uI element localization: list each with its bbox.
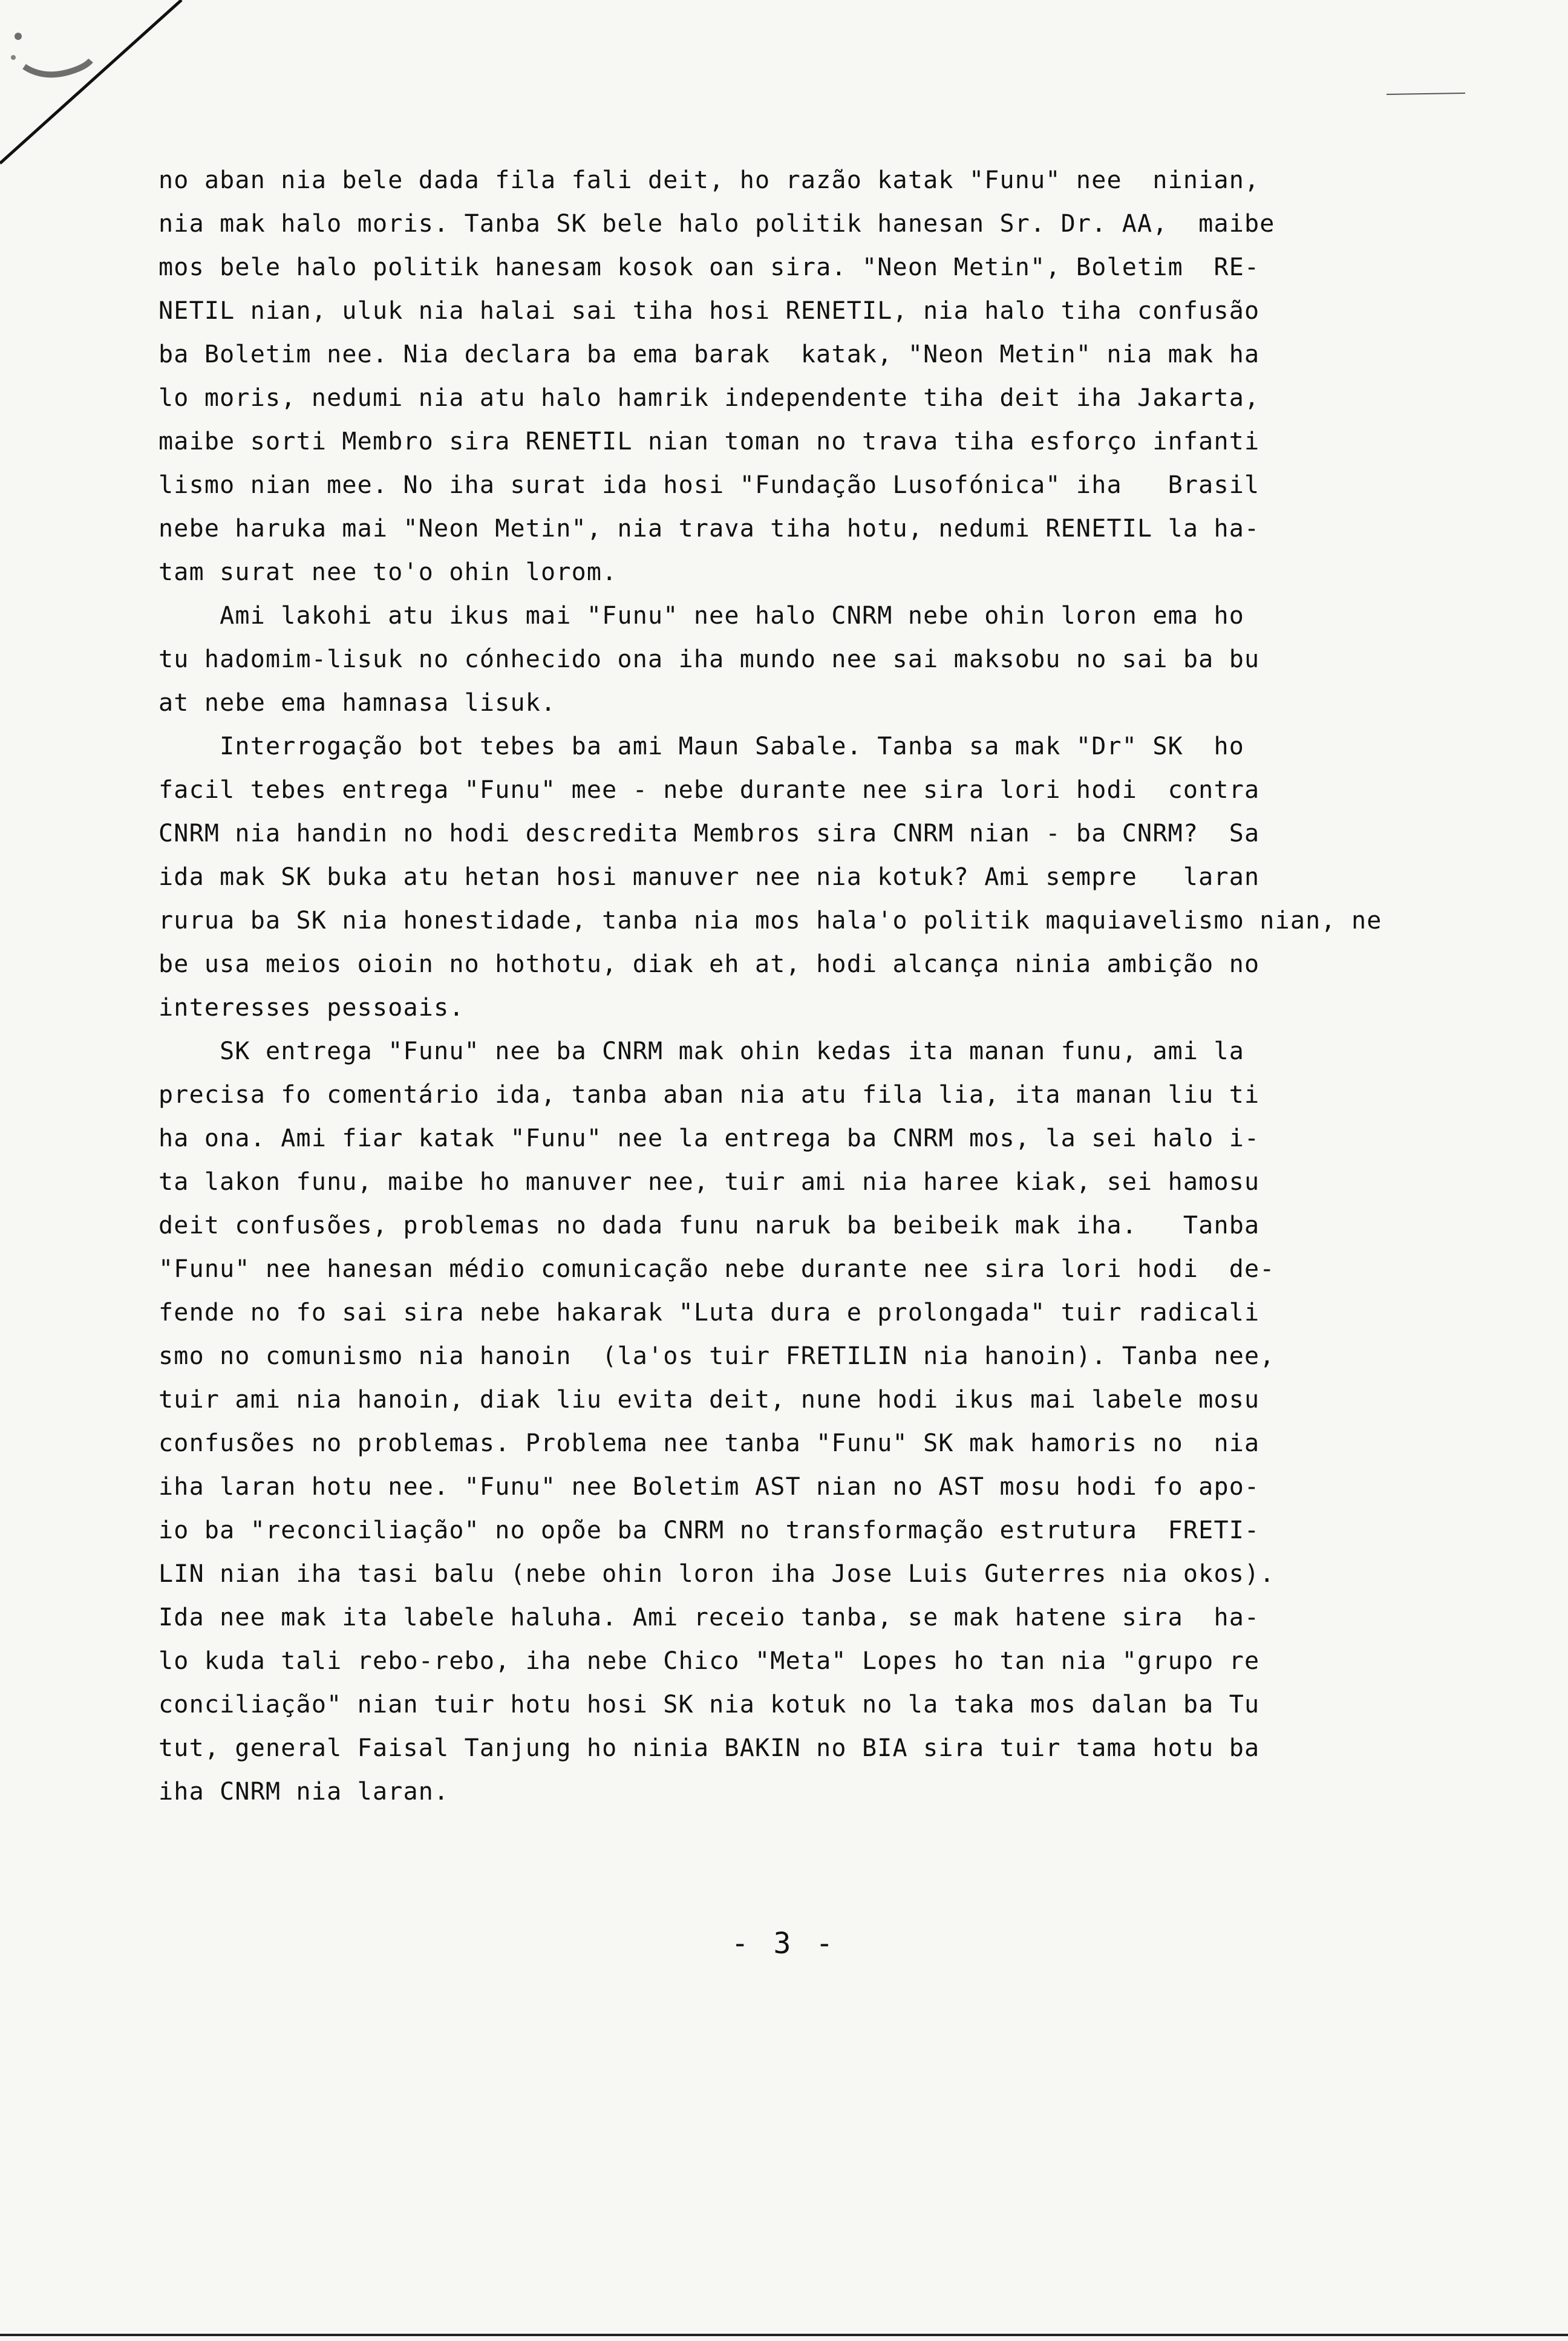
text-line: "Funu" nee hanesan médio comunicação nebe durante nee sira lori hodi de- (158, 1255, 1275, 1283)
text-line: ba Boletim nee. Nia declara ba ema barak katak, "Neon Metin" nia mak ha (158, 341, 1260, 368)
text-line: no aban nia bele dada fila fali deit, ho razão katak "Funu" nee ninian, (158, 166, 1260, 194)
bottom-edge-line (0, 2334, 1568, 2336)
text-line: maibe sorti Membro sira RENETIL nian toman no trava tiha esforço infanti (158, 428, 1260, 455)
text-line: Ida nee mak ita labele haluha. Ami receio tanba, se mak hatene sira ha- (158, 1604, 1260, 1631)
text-line: ha ona. Ami fiar katak "Funu" nee la entrega ba CNRM mos, la sei halo i- (158, 1125, 1260, 1152)
text-line: confusões no problemas. Problema nee tanba "Funu" SK mak hamoris no nia (158, 1429, 1260, 1457)
text-line: rurua ba SK nia honestidade, tanba nia mos hala'o politik maquiavelismo nian, ne (158, 907, 1382, 935)
text-line: interesses pessoais. (158, 994, 465, 1022)
text-line: lo kuda tali rebo-rebo, iha nebe Chico "Meta" Lopes ho tan nia "grupo re (158, 1647, 1260, 1675)
text-line: nia mak halo moris. Tanba SK bele halo politik hanesan Sr. Dr. AA, maibe (158, 210, 1275, 238)
text-line: lismo nian mee. No iha surat ida hosi "Fundação Lusofónica" iha Brasil (158, 471, 1260, 499)
text-line: ta lakon funu, maibe ho manuver nee, tuir ami nia haree kiak, sei hamosu (158, 1168, 1260, 1196)
text-line: Ami lakohi atu ikus mai "Funu" nee halo CNRM nebe ohin loron ema ho (158, 602, 1245, 630)
paragraph-4 (158, 1030, 1429, 1814)
text-line: be usa meios oioin no hothotu, diak eh at, hodi alcança ninia ambição no (158, 950, 1260, 978)
text-line: iha CNRM nia laran. (158, 1778, 449, 1806)
margin-mark (1387, 91, 1465, 98)
paragraph-3 (158, 725, 1429, 1030)
text-line: CNRM nia handin no hodi descredita Membros sira CNRM nian - ba CNRM? Sa (158, 820, 1260, 847)
text-line: tuir ami nia hanoin, diak liu evita deit, nune hodi ikus mai labele mosu (158, 1386, 1260, 1414)
text-line: at nebe ema hamnasa lisuk. (158, 689, 557, 717)
text-line: deit confusões, problemas no dada funu naruk ba beibeik mak iha. Tanba (158, 1212, 1260, 1239)
text-line: facil tebes entrega "Funu" mee - nebe durante nee sira lori hodi contra (158, 776, 1260, 804)
text-line: nebe haruka mai "Neon Metin", nia trava tiha hotu, nedumi RENETIL la ha- (158, 515, 1260, 543)
text-line: tut, general Faisal Tanjung ho ninia BAKIN no BIA sira tuir tama hotu ba (158, 1734, 1260, 1762)
page-number: - 3 - (731, 1927, 837, 1961)
text-line: mos bele halo politik hanesam kosok oan sira. "Neon Metin", Boletim RE- (158, 253, 1260, 281)
text-line: NETIL nian, uluk nia halai sai tiha hosi RENETIL, nia halo tiha confusão (158, 297, 1260, 325)
paragraph-1 (158, 158, 1429, 594)
text-line: precisa fo comentário ida, tanba aban nia atu fila lia, ita manan liu ti (158, 1081, 1260, 1109)
text-line: tu hadomim-lisuk no cónhecido ona iha mundo nee sai maksobu no sai ba bu (158, 645, 1260, 673)
text-line: tam surat nee to'o ohin lorom. (158, 558, 618, 586)
text-line: Interrogação bot tebes ba ami Maun Sabale. Tanba sa mak "Dr" SK ho (158, 733, 1245, 760)
text-line: ida mak SK buka atu hetan hosi manuver nee nia kotuk? Ami sempre laran (158, 863, 1260, 891)
text-line: iha laran hotu nee. "Funu" nee Boletim AST nian no AST mosu hodi fo apo- (158, 1473, 1260, 1501)
folded-corner-mark (0, 0, 194, 181)
text-line: fende no fo sai sira nebe hakarak "Luta dura e prolongada" tuir radicali (158, 1299, 1260, 1327)
text-line: smo no comunismo nia hanoin (la'os tuir FRETILIN nia hanoin). Tanba nee, (158, 1342, 1275, 1370)
paragraph-2 (158, 594, 1429, 725)
text-line: LIN nian iha tasi balu (nebe ohin loron iha Jose Luis Guterres nia okos). (158, 1560, 1275, 1588)
text-line: lo moris, nedumi nia atu halo hamrik independente tiha deit iha Jakarta, (158, 384, 1260, 412)
body-text (158, 158, 1429, 1814)
text-line: conciliação" nian tuir hotu hosi SK nia kotuk no la taka mos dalan ba Tu (158, 1691, 1260, 1719)
text-line: io ba "reconciliação" no opõe ba CNRM no transformação estrutura FRETI- (158, 1517, 1260, 1544)
text-line: SK entrega "Funu" nee ba CNRM mak ohin kedas ita manan funu, ami la (158, 1037, 1245, 1065)
